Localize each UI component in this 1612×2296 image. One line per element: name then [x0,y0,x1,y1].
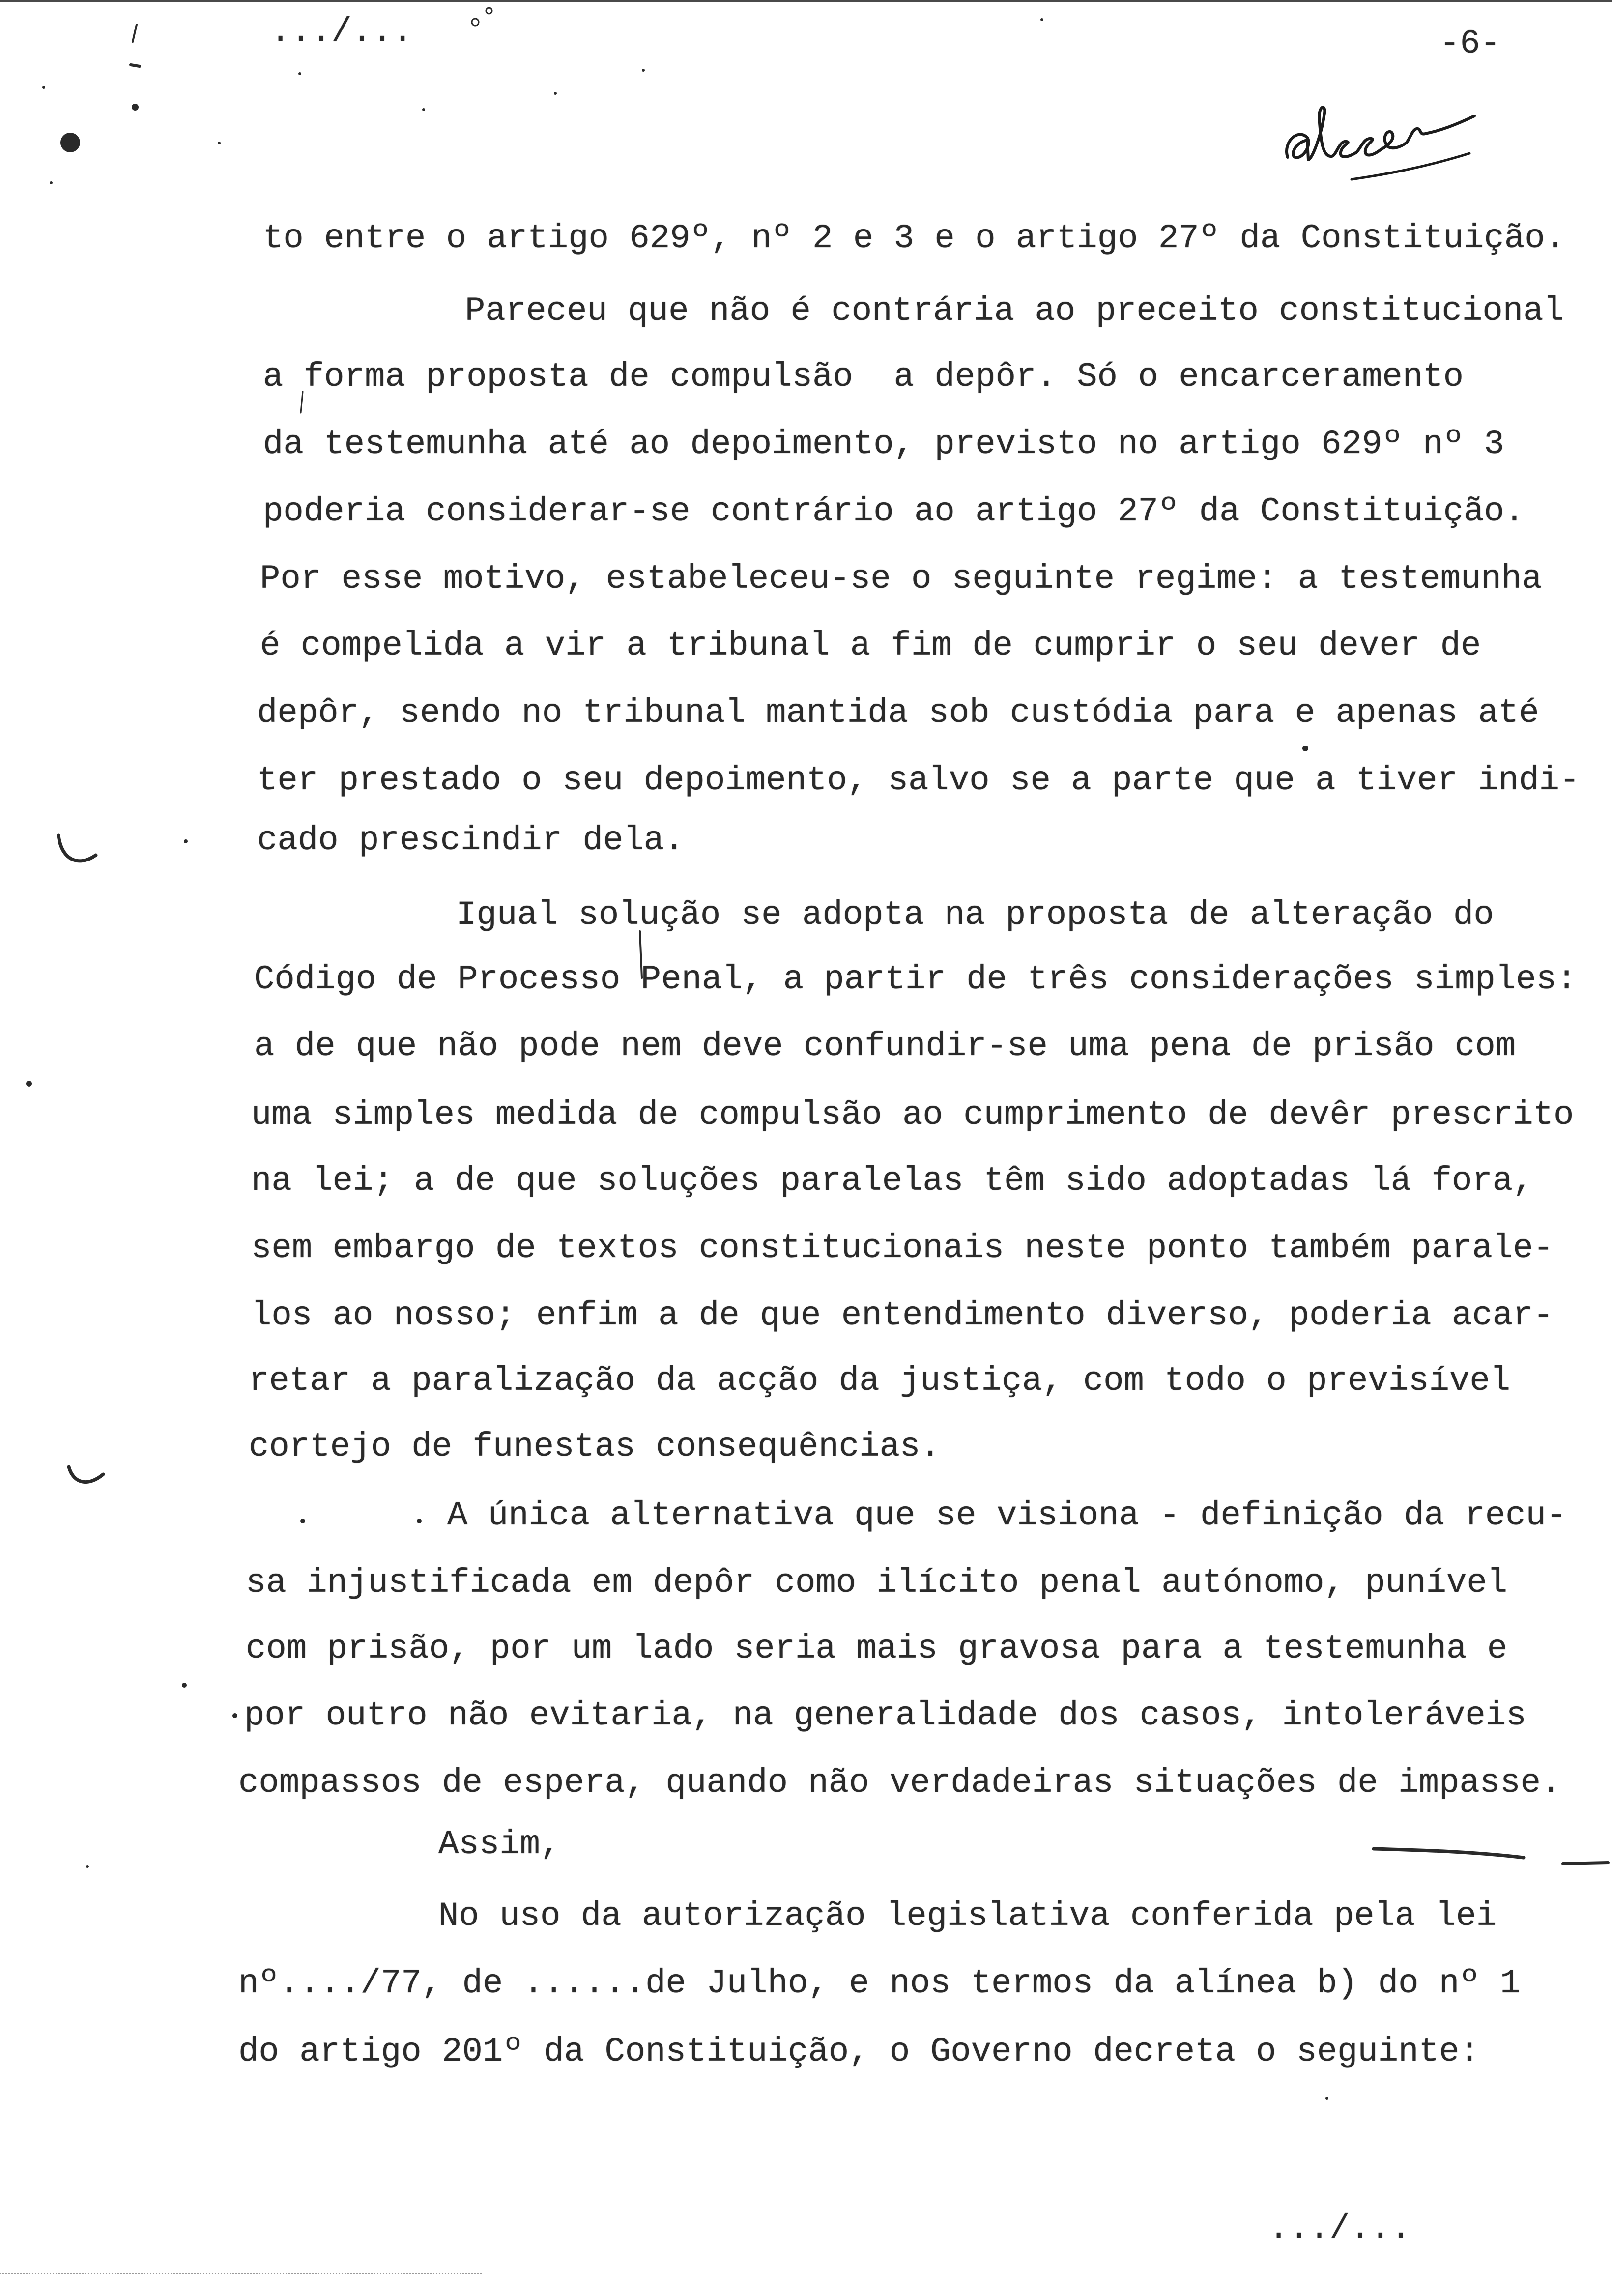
ink-speck [642,69,645,72]
body-line: poderia considerar-se contrário ao artigo 27º da Constituição. [263,492,1525,531]
ink-speck [417,1519,422,1523]
body-line: sem embargo de textos constitucionais neste ponto também parale- [251,1229,1554,1267]
ink-ring-speck [472,19,479,26]
punch-hole-mark [60,133,80,152]
signature-underline-flourish [1352,153,1469,179]
body-line: por outro não evitaria, na generalidade dos casos, intoleráveis [244,1696,1526,1735]
body-line: Código de Processo Penal, a partir de três considerações simples: [254,960,1577,999]
body-line: to entre o artigo 629º, nº 2 e 3 e o artigo 27º da Constituição. [263,219,1566,258]
ink-speck [26,1081,32,1087]
ink-speck [1040,18,1043,21]
body-line: A única alternativa que se visiona - definição da recu- [447,1496,1567,1535]
body-line: Pareceu que não é contrária ao preceito constitucional [465,292,1564,330]
handwritten-signature [1278,98,1504,187]
body-line: sa injustificada em depôr como ilícito penal autónomo, punível [246,1564,1508,1602]
body-line: com prisão, por um lado seria mais gravosa para a testemunha e [246,1630,1508,1668]
body-line: ter prestado o seu depoimento, salvo se a parte que a tiver indi- [257,761,1580,800]
signature-stroke [1287,107,1474,160]
body-line: na lei; a de que soluções paralelas têm sido adoptadas lá fora, [251,1162,1533,1200]
ink-speck [42,86,45,89]
ink-speck [300,1519,305,1523]
body-line: nº..../77, de ......de Julho, e nos termos da alínea b) do nº 1 [238,1964,1521,2003]
margin-curve-mark [58,835,96,861]
body-line: da testemunha até ao depoimento, previsto no artigo 629º nº 3 [263,425,1504,463]
page-number: -6- [1439,25,1501,63]
ink-speck [422,108,425,111]
body-line: retar a paralização da acção da justiça, com todo o previsível [249,1362,1511,1400]
scan-bottom-dotted-edge [0,2273,482,2274]
header-continuation-mark: .../... [270,13,413,51]
handwritten-dash [1563,1863,1608,1864]
body-line: a de que não pode nem deve confundir-se uma pena de prisão com [254,1027,1516,1065]
ink-ring-speck [486,8,492,14]
body-line: Assim, [438,1825,561,1864]
body-line: do artigo 201º da Constituição, o Governo decreta o seguinte: [238,2033,1480,2071]
handwritten-dash [1374,1849,1524,1858]
body-line: Igual solução se adopta na proposta de alteração do [456,896,1494,934]
margin-curve-mark [69,1467,103,1482]
margin-slash-mark [133,25,137,42]
ink-speck [86,1865,89,1868]
body-line: é compelida a vir a tribunal a fim de cumprir o seu dever de [260,627,1481,665]
margin-dot [132,104,139,111]
ink-speck [232,1713,237,1718]
body-line: cado prescindir dela. [257,821,685,860]
scan-top-edge [0,0,1612,2]
ink-speck [182,1683,187,1688]
body-line: No uso da autorização legislativa conferida pela lei [438,1897,1497,1935]
body-line: a forma proposta de compulsão a depôr. Só o encarceramento [263,358,1464,396]
ink-speck [1325,2097,1328,2100]
ink-speck [1302,746,1308,751]
footer-continuation-mark: .../... [1268,2210,1411,2248]
body-line: depôr, sendo no tribunal mantida sob custódia para e apenas até [257,694,1539,732]
body-line: compassos de espera, quando não verdadeiras situações de impasse. [238,1764,1561,1802]
body-line: Por esse motivo, estabeleceu-se o seguinte regime: a testemunha [260,560,1542,598]
body-line: los ao nosso; enfim a de que entendimento diverso, poderia acar- [251,1296,1554,1335]
margin-tick-mark [131,65,140,66]
ink-speck [298,72,301,75]
ink-speck [218,142,221,144]
ink-speck [554,92,557,95]
ink-speck [50,181,53,184]
ink-speck [184,839,188,843]
body-line: cortejo de funestas consequências. [249,1428,941,1466]
body-line: uma simples medida de compulsão ao cumprimento de devêr prescrito [251,1096,1574,1134]
